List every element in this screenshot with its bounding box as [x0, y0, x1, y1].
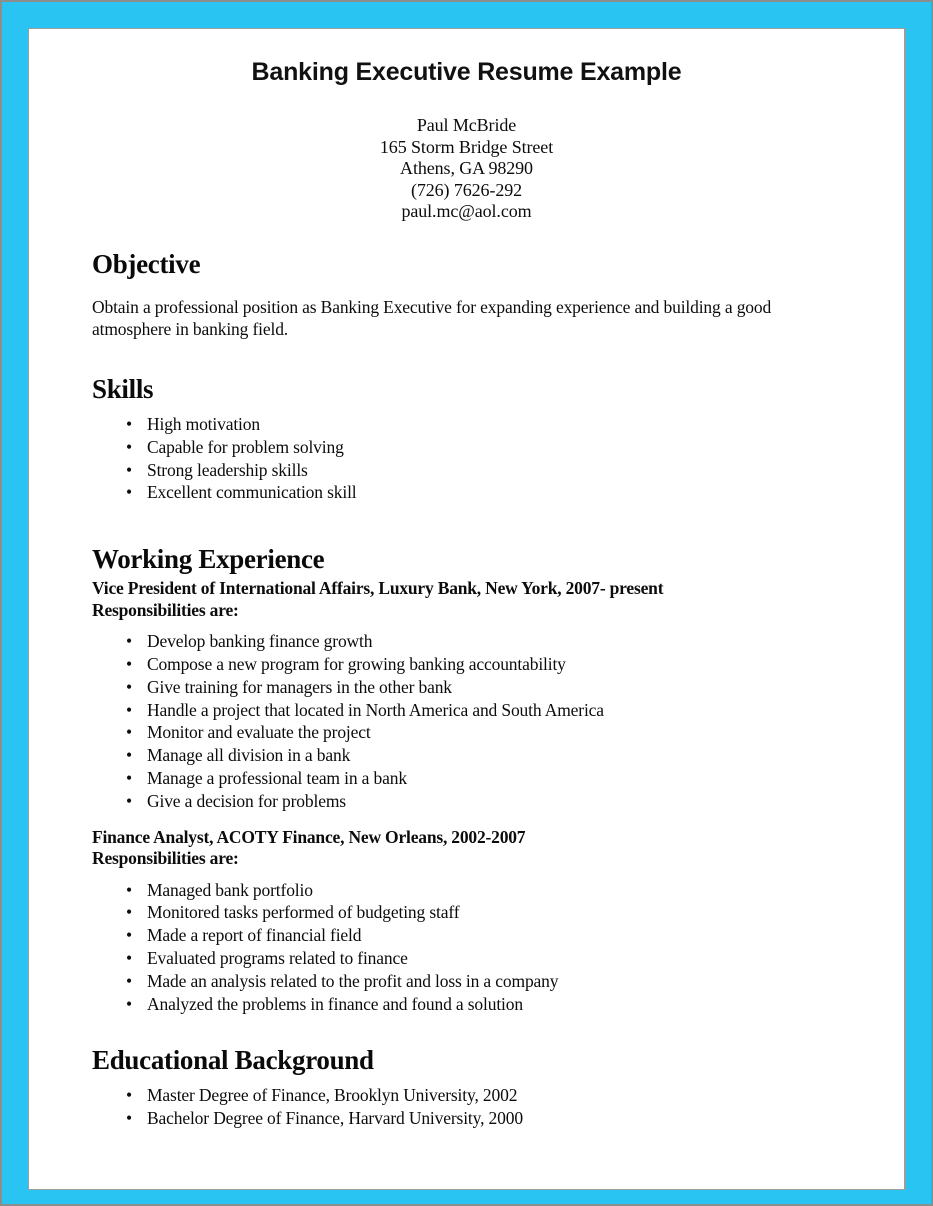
- list-item: [124, 630, 880, 653]
- contact-name: Paul McBride: [416, 115, 517, 135]
- list-item-label: Give training for managers in the other bank: [147, 676, 452, 697]
- bullet-icon: •: [126, 925, 132, 946]
- section-working-experience: [92, 544, 880, 1015]
- bullet-icon: •: [126, 1085, 132, 1106]
- list-item-label: Strong leadership skills: [147, 459, 308, 480]
- page-sheet: [28, 28, 905, 1190]
- list-item-label: Excellent communication skill: [147, 482, 357, 503]
- job-title: Vice President of International Affairs, Luxury Bank, New York, 2007- present: [92, 578, 664, 599]
- list-item-label: High motivation: [147, 414, 260, 434]
- list-item-label: Evaluated programs related to finance: [147, 947, 408, 968]
- bullet-icon: •: [126, 745, 132, 766]
- contact-city: Athens, GA 98290: [400, 158, 533, 178]
- list-item-label: Monitored tasks performed of budgeting staff: [147, 902, 460, 923]
- bullet-icon: •: [126, 970, 132, 991]
- job-responsibilities-label: Responsibilities are:: [92, 599, 239, 620]
- list-item-label: Monitor and evaluate the project: [147, 722, 371, 743]
- list-item-label: Develop banking finance growth: [147, 631, 373, 652]
- list-item: [124, 924, 880, 947]
- list-item-label: Bachelor Degree of Finance, Harvard University, 2000: [147, 1108, 523, 1129]
- skills-list: [92, 413, 880, 504]
- list-item-label: Master Degree of Finance, Brooklyn University, 2002: [147, 1085, 518, 1106]
- education-list: [92, 1084, 880, 1130]
- bullet-icon: •: [126, 767, 132, 788]
- job-duties-list: [92, 630, 880, 812]
- list-item-label: Manage a professional team in a bank: [147, 767, 407, 788]
- list-item: [124, 721, 880, 744]
- list-item-label: Made a report of financial field: [147, 925, 362, 946]
- contact-email: paul.mc@aol.com: [401, 201, 532, 221]
- section-heading-skills: Skills: [92, 374, 154, 404]
- list-item: [124, 947, 880, 970]
- objective-text: Obtain a professional position as Banking Executive for expanding experience and building a good atmosphere in banking field.: [92, 297, 772, 339]
- bullet-icon: •: [126, 631, 132, 652]
- list-item: [124, 744, 880, 767]
- list-item: [124, 436, 880, 459]
- list-item-label: Compose a new program for growing banking accountability: [147, 653, 566, 674]
- bullet-icon: •: [126, 947, 132, 968]
- list-item: [124, 481, 880, 504]
- contact-block: [29, 115, 904, 223]
- section-heading-education: Educational Background: [92, 1045, 374, 1076]
- list-item-label: Made an analysis related to the profit and loss in a company: [147, 970, 559, 991]
- bullet-icon: •: [126, 459, 132, 480]
- list-item: [124, 413, 880, 436]
- list-item: [124, 879, 880, 902]
- job-entry: [92, 578, 880, 812]
- resume-document: [29, 29, 904, 1189]
- list-item: [124, 1107, 880, 1130]
- list-item-label: Managed bank portfolio: [147, 879, 313, 900]
- section-objective: [92, 249, 880, 341]
- list-item: [124, 459, 880, 482]
- bullet-icon: •: [126, 436, 132, 457]
- resume-body: [29, 249, 904, 1130]
- bullet-icon: •: [126, 699, 132, 720]
- section-education: [92, 1045, 880, 1130]
- job-entry: [92, 827, 880, 1016]
- bullet-icon: •: [126, 902, 132, 923]
- section-heading-objective: Objective: [92, 248, 201, 279]
- list-item: [124, 901, 880, 924]
- job-duties-list: [92, 879, 880, 1016]
- section-skills: [92, 374, 880, 504]
- list-item: [124, 653, 880, 676]
- list-item: [124, 1084, 880, 1107]
- list-item-label: Manage all division in a bank: [147, 745, 351, 766]
- page-title: Banking Executive Resume Example: [251, 58, 682, 86]
- list-item: [124, 676, 880, 699]
- contact-street: 165 Storm Bridge Street: [379, 136, 554, 157]
- job-responsibilities-label: Responsibilities are:: [92, 848, 239, 869]
- bullet-icon: •: [126, 482, 132, 503]
- list-item: [124, 699, 880, 722]
- bullet-icon: •: [126, 653, 132, 674]
- list-item-label: Capable for problem solving: [147, 436, 344, 457]
- list-item-label: Handle a project that located in North America and South America: [147, 699, 604, 720]
- bullet-icon: •: [126, 879, 132, 900]
- list-item: [124, 767, 880, 790]
- contact-phone: (726) 7626-292: [410, 179, 523, 200]
- bullet-icon: •: [126, 414, 132, 434]
- bullet-icon: •: [126, 1108, 132, 1129]
- list-item: [124, 970, 880, 993]
- bullet-icon: •: [126, 790, 132, 811]
- list-item: [124, 790, 880, 813]
- job-title: Finance Analyst, ACOTY Finance, New Orleans, 2002-2007: [92, 826, 526, 847]
- bullet-icon: •: [126, 722, 132, 743]
- list-item-label: Analyzed the problems in finance and found a solution: [147, 993, 523, 1014]
- bullet-icon: •: [126, 993, 132, 1014]
- bullet-icon: •: [126, 676, 132, 697]
- list-item: [124, 993, 880, 1016]
- section-heading-working-experience: Working Experience: [92, 544, 325, 575]
- list-item-label: Give a decision for problems: [147, 790, 346, 811]
